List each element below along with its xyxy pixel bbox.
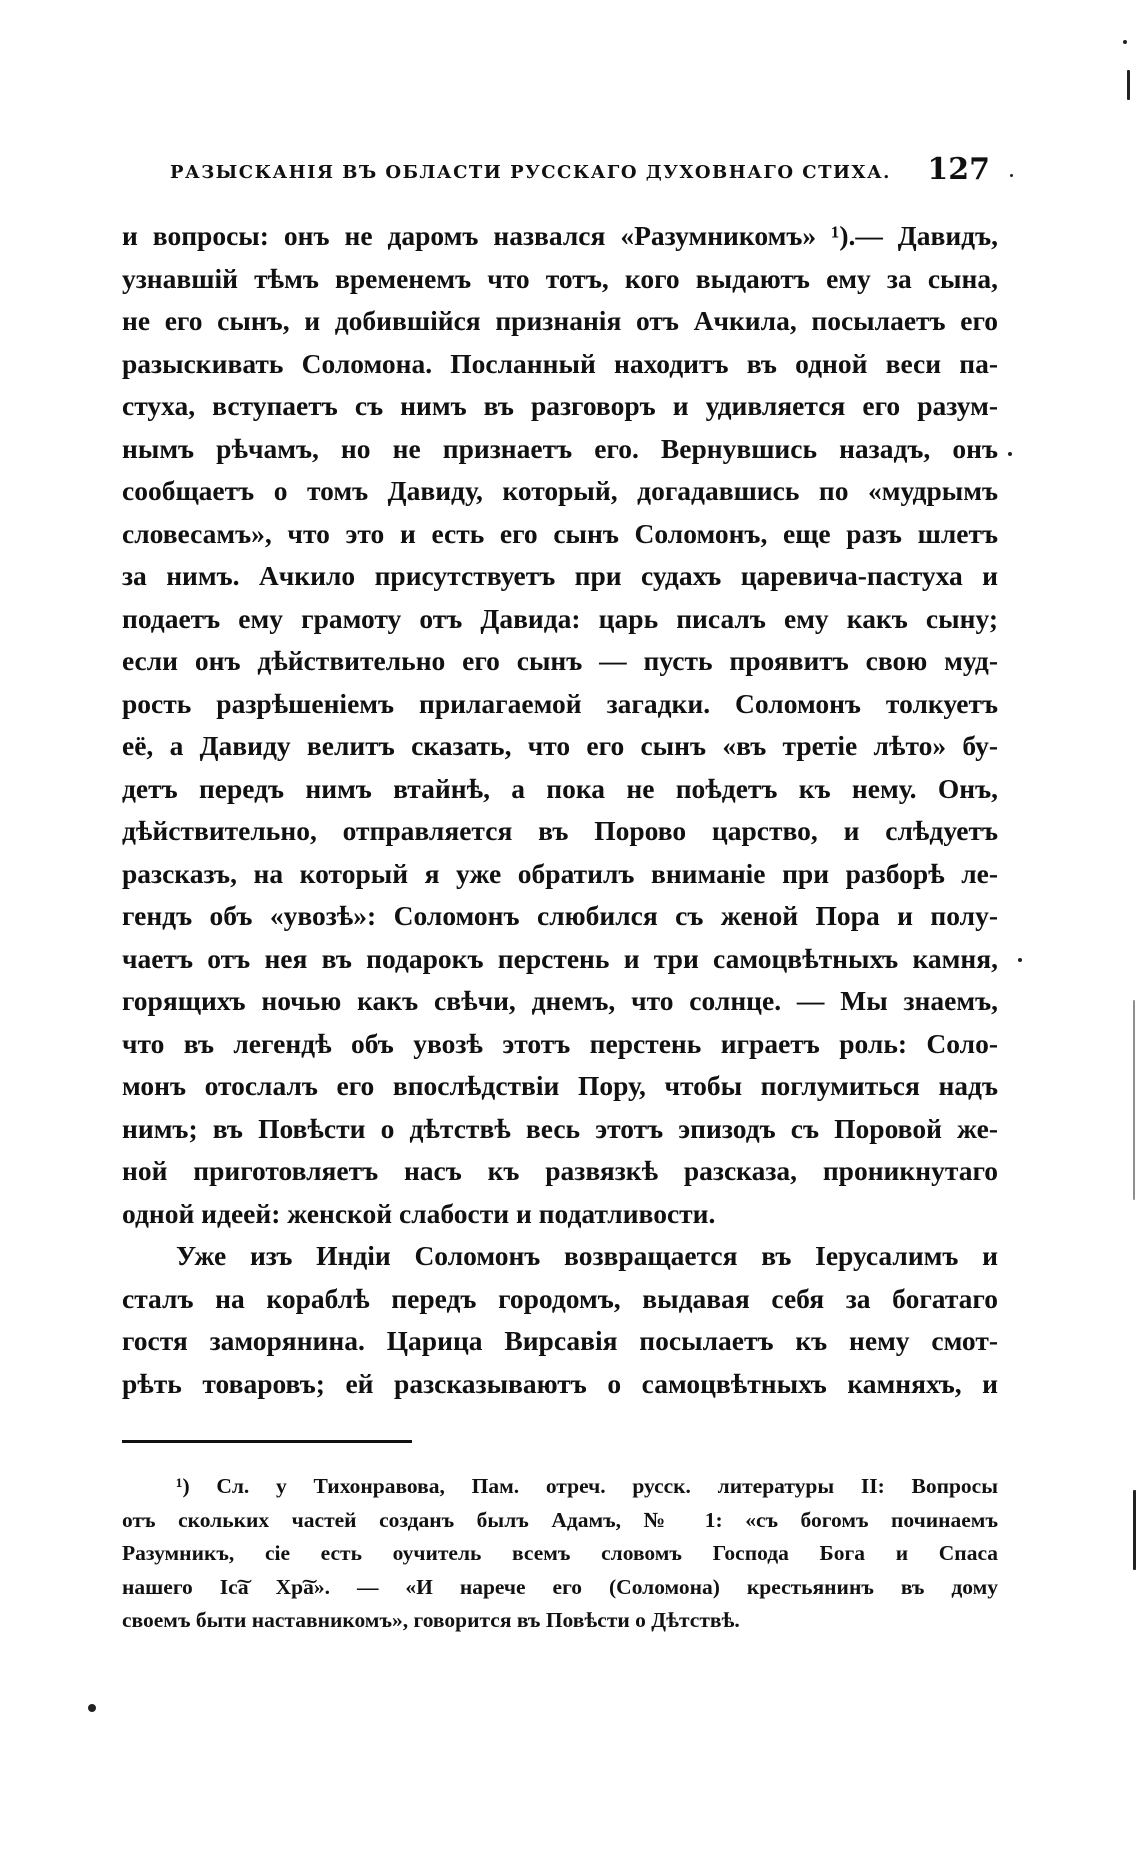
text-line: за нимъ. Ачкило присутствуетъ при судахъ царевича-пастуха и [122,560,998,591]
text-line: сталъ на кораблѣ передъ городомъ, выдавая себя за богатаго [122,1282,998,1314]
text-line: не его сынъ, и добившійся признанія отъ Ачкила, посылаетъ его [122,305,998,336]
text-line: что въ легендѣ объ увозѣ этотъ перстень играетъ роль: Соло- [122,1027,998,1059]
text-line: гендъ объ «увозѣ»: Соломонъ слюбился съ женой Пора и полу- [122,900,998,931]
footnote-line: ¹) Сл. у Тихонравова, Пам. отреч. русск. литературы II: Вопросы [176,1474,998,1498]
text-line: её, а Давиду велитъ сказать, что его сынъ «въ третіе лѣто» бу- [122,730,998,761]
scan-speck [1008,452,1012,456]
text-line: рѣть товаровъ; ей разсказываютъ о самоцвѣтныхъ камняхъ, и [122,1367,998,1399]
page-header [170,152,990,192]
footnote-line: отъ скольких частей созданъ былъ Адамъ, № 1: «съ богомъ починаемъ [122,1507,998,1532]
text-line: разыскивать Соломона. Посланный находитъ въ одной веси па- [122,347,998,379]
text-line: узнавшій тѣмъ временемъ что тотъ, кого выдаютъ ему за сына, [122,262,998,294]
text-line: подаетъ ему грамоту отъ Давида: царь писалъ ему какъ сыну; [122,602,998,634]
text-line: дѣйствительно, отправляется въ Порово царство, и слѣдуетъ [122,815,998,846]
footnote-line: своемъ быти наставникомъ», говорится въ Повѣсти о Дѣтствѣ. [122,1608,740,1632]
page-number: 127 [927,152,990,187]
text-line: одной идеей: женской слабости и податливости. [122,1197,716,1229]
text-line: стуха, вступаетъ съ нимъ въ разговоръ и удивляется его разум- [122,390,998,421]
text-line: нымъ рѣчамъ, но не признаетъ его. Вернувшись назадъ, онъ [122,432,998,464]
text-line: если онъ дѣйствительно его сынъ — пусть проявитъ свою муд- [122,645,998,676]
running-head: РАЗЫСКАНІЯ ВЪ ОБЛАСТИ РУССКАГО ДУХОВНАГО СТИХА. [170,162,891,183]
scan-speck [1133,1490,1136,1570]
text-line: гостя заморянина. Царица Вирсавія посылаетъ къ нему смот- [122,1325,998,1356]
footnote-line: Разумникъ, сіе есть оучитель всемъ словомъ Господа Бога и Спаса [122,1541,998,1565]
text-line: ной приготовляетъ насъ къ развязкѣ разсказа, проникнутаго [122,1155,998,1186]
paragraph-start-line: Уже изъ Индіи Соломонъ возвращается въ Іерусалимъ и [176,1240,998,1271]
text-line: монъ отослалъ его впослѣдствіи Пору, чтобы поглумиться надъ [122,1070,998,1101]
text-line: горящихъ ночью какъ свѣчи, днемъ, что солнце. — Мы знаемъ, [122,985,998,1016]
text-line: и вопросы: онъ не даромъ назвался «Разумникомъ» ¹).— Давидъ, [122,220,998,251]
text-line: сообщаетъ о томъ Давиду, который, догадавшись по «мудрымъ [122,475,998,506]
scan-speck [1123,40,1127,44]
scan-speck [1127,70,1130,100]
text-line: нимъ; въ Повѣсти о дѣтствѣ весь этотъ эпизодъ съ Поровой же- [122,1112,998,1144]
footnotes [122,1470,998,1638]
text-line: чаетъ отъ нея въ подарокъ перстень и три самоцвѣтныхъ камня, [122,942,998,974]
text-line: словесамъ», что это и есть его сынъ Соломонъ, еще разъ шлетъ [122,517,998,549]
footnote-rule [122,1440,412,1443]
scan-speck [1010,174,1013,177]
scan-speck [88,1704,96,1712]
text-line: детъ передъ нимъ втайнѣ, а пока не поѣдетъ къ нему. Онъ, [122,772,998,804]
text-line: разсказъ, на который я уже обратилъ вниманіе при разборѣ ле- [122,857,998,889]
main-text [122,215,998,1405]
scan-speck [1018,958,1022,962]
text-line: рость разрѣшеніемъ прилагаемой загадки. Соломонъ толкуетъ [122,687,998,719]
scan-speck [1133,1000,1135,1200]
footnote-line: нашего Іс͠а Хр͠а». — «И нарече его (Соломона) крестьянинъ въ дому [122,1574,998,1599]
